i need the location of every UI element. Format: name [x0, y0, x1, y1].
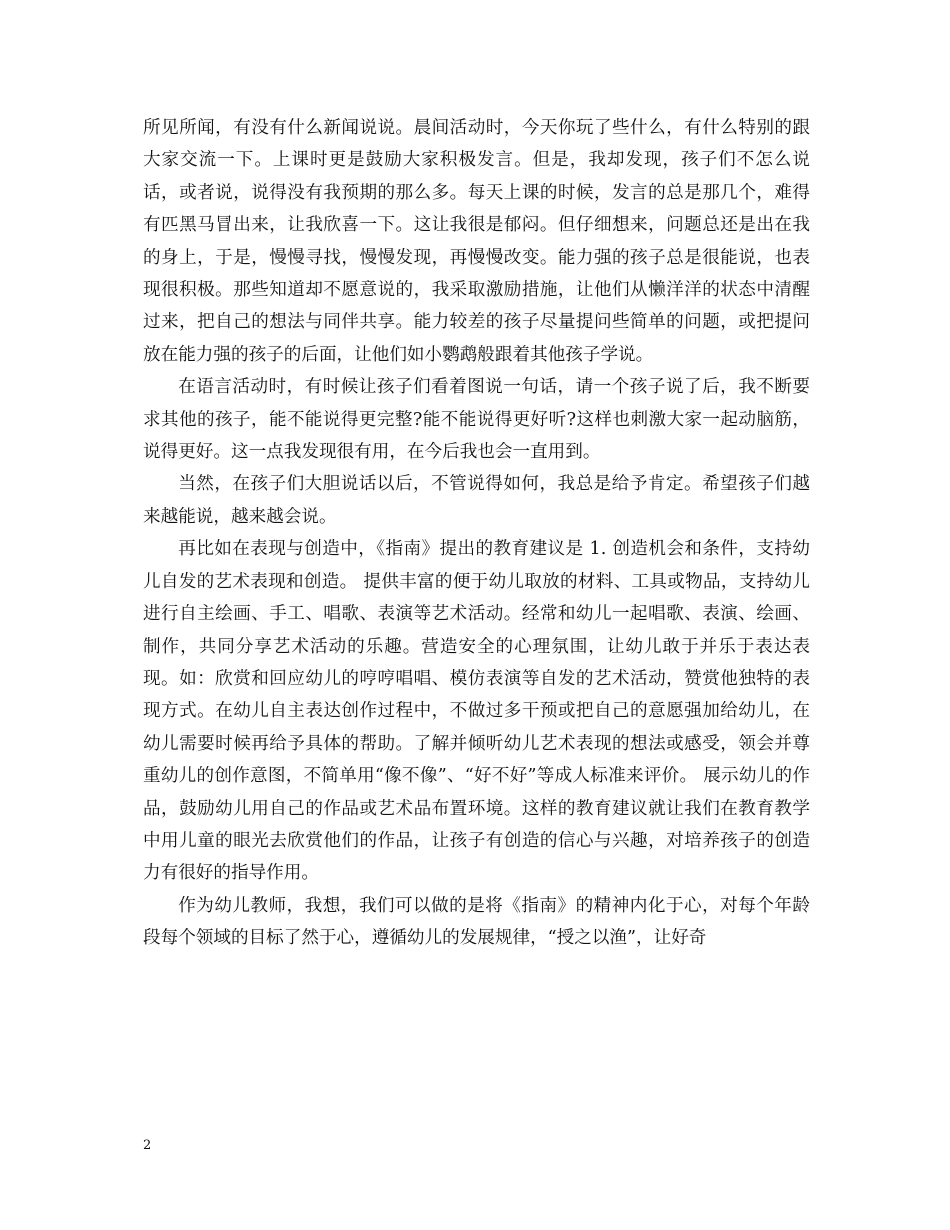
paragraph-continuation: 所见所闻，有没有什么新闻说说。晨间活动时，今天你玩了些什么，有什么特别的跟大家交流一下。上课时更是鼓励大家积极发言。但是，我却发现，孩子们不怎么说话，或者说，说得没有我预期的那么多。每天上课的时候，发言的总是那几个，难得有匹黑马冒出来，让我欣喜一下。这让我很是郁闷。但仔细想来，问题总还是出在我的身上，于是，慢慢寻找，慢慢发现，再慢慢改变。能力强的孩子总是很能说，也表现很积极。那些知道却不愿意说的，我采取激励措施，让他们从懒洋洋的状态中清醒过来，把自己的想法与同伴共享。能力较差的孩子尽量提问些简单的问题，或把提问放在能力强的孩子的后面，让他们如小鹦鹉般跟着其他孩子学说。 — [143, 118, 810, 365]
paragraph-expression-creation: 再比如在表现与创造中，《指南》提出的教育建议是 1. 创造机会和条件，支持幼儿自发的艺术表现和创造。 提供丰富的便于幼儿取放的材料、工具或物品，支持幼儿进行自主绘画、手工、唱歌、表演等艺术活动。经常和幼儿一起唱歌、表演、绘画、制作，共同分享艺术活动的乐趣。营造安全的心理氛围，让幼儿敢于并乐于表达表现。如：欣赏和回应幼儿的哼哼唱唱、模仿表演等自发的艺术活动，赞赏他独特的表现方式。在幼儿自主表达创作过程中，不做过多干预或把自己的意愿强加给幼儿，在幼儿需要时候再给予具体的帮助。了解并倾听幼儿艺术表现的想法或感受，领会并尊重幼儿的创作意图，不简单用“像不像”、“好不好”等成人标准来评价。 展示幼儿的作品，鼓励幼儿用自己的作品或艺术品布置环境。这样的教育建议就让我们在教育教学中用儿童的眼光去欣赏他们的作品，让孩子有创造的信心与兴趣，对培养孩子的创造力有很好的指导作用。 — [143, 539, 810, 884]
paragraph-affirmation: 当然，在孩子们大胆说话以后，不管说得如何，我总是给予肯定。希望孩子们越来越能说，越来越会说。 — [143, 474, 810, 527]
page-number: 2 — [143, 1138, 152, 1153]
paragraph-language-activity: 在语言活动时，有时候让孩子们看着图说一句话，请一个孩子说了后，我不断要求其他的孩子，能不能说得更完整?能不能说得更好听?这样也刺激大家一起动脑筋，说得更好。这一点我发现很有用，在今后我也会一直用到。 — [143, 377, 810, 463]
document-body — [143, 112, 810, 955]
paragraph-teacher-role: 作为幼儿教师，我想，我们可以做的是将《指南》的精神内化于心，对每个年龄段每个领域的目标了然于心，遵循幼儿的发展规律，“授之以渔”，让好奇 — [143, 895, 810, 949]
